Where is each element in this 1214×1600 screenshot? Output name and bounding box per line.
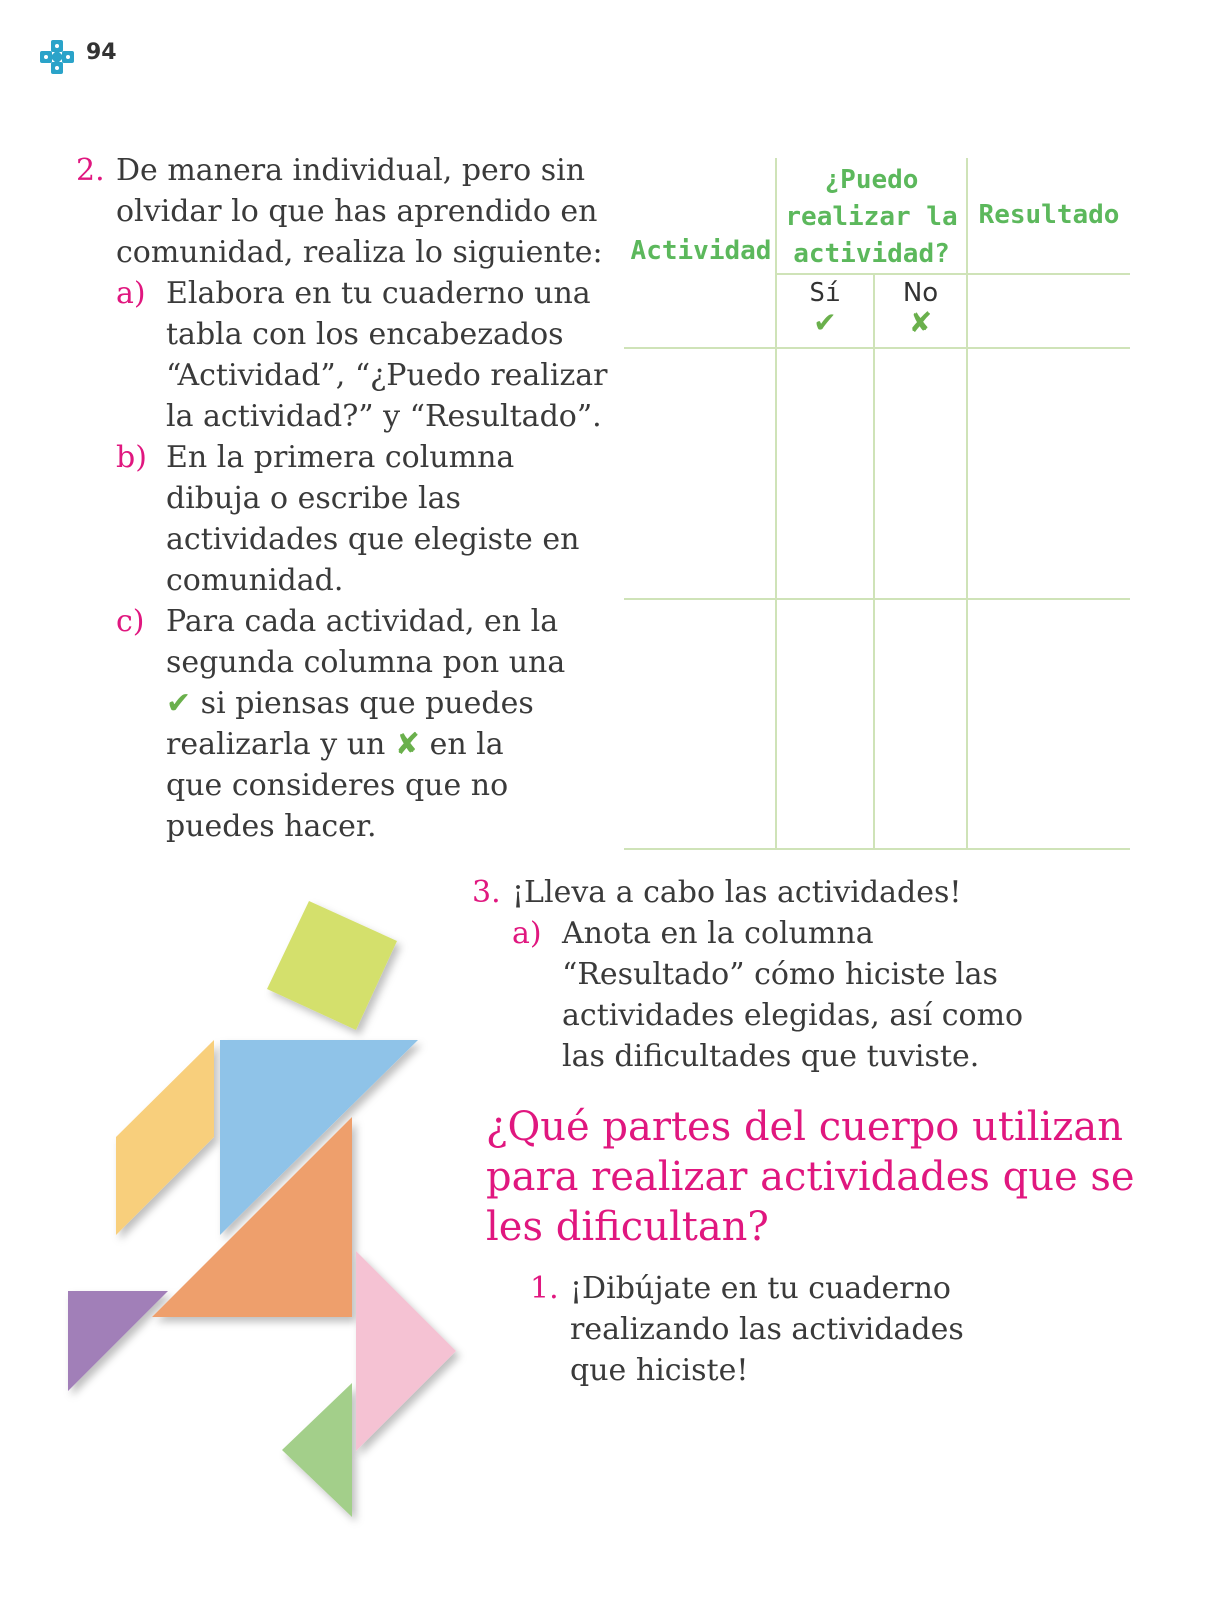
- tangram-peach-parallelogram: [116, 1040, 214, 1235]
- item-line: que hiciste!: [570, 1353, 749, 1388]
- subitem-line: segunda columna pon una: [166, 645, 566, 680]
- subitem-text: realizarla y un: [166, 727, 395, 762]
- header-line: ¿Puedo: [824, 165, 919, 195]
- item-line: realizando las actividades: [570, 1312, 964, 1347]
- si-label: Sí: [809, 278, 841, 308]
- subitem-line: tabla con los encabezados: [166, 317, 564, 352]
- subitem-line: dibuja o escribe las: [166, 481, 461, 516]
- subitem-line: Anota en la columna: [562, 916, 874, 951]
- intro-line: De manera individual, pero sin: [116, 153, 586, 188]
- subitem-line: puedes hacer.: [166, 809, 377, 844]
- heading-line: ¿Qué partes del cuerpo utilizan: [486, 1104, 1123, 1150]
- section-question-heading: [486, 1102, 1135, 1252]
- subitem-text: si piensas que puedes: [191, 686, 534, 721]
- no-label: No: [902, 278, 939, 308]
- subitem-letter: a): [512, 916, 542, 951]
- item-line: ¡Dibújate en tu cuaderno: [570, 1271, 951, 1306]
- cross-icon: ✘: [394, 727, 421, 762]
- subitem-letter: a): [116, 276, 146, 311]
- subitem-line: actividades que elegiste en: [166, 522, 580, 557]
- table-grid-line: [775, 273, 1130, 275]
- subitem-line: Elabora en tu cuaderno una: [166, 276, 591, 311]
- subitem-line: la actividad?” y “Resultado”.: [166, 399, 602, 434]
- table-grid-line: [624, 347, 1130, 349]
- subitem-line: que consideres que no: [166, 768, 509, 803]
- table-grid-line: [624, 848, 1130, 850]
- subitem-text: en la: [420, 727, 504, 762]
- table-grid-line: [966, 158, 968, 850]
- header-line: realizar la: [785, 202, 958, 232]
- page-number: 94: [86, 40, 117, 65]
- tangram-pink-triangle: [356, 1251, 456, 1451]
- check-icon: ✔: [166, 686, 192, 721]
- subitem-letter: c): [116, 604, 145, 639]
- header-line: actividad?: [793, 239, 950, 269]
- intro-line: olvidar lo que has aprendido en: [116, 194, 598, 229]
- subheader-no: [875, 278, 966, 338]
- cross-icon: ✘: [908, 306, 933, 339]
- heading-line: para realizar actividades que se: [486, 1154, 1135, 1200]
- heading-line: les dificultan?: [486, 1204, 769, 1250]
- table-grid-line: [873, 275, 875, 850]
- subheader-si: [777, 278, 873, 338]
- subitem-line: actividades elegidas, así como: [562, 998, 1024, 1033]
- column-header-puedo: [777, 162, 966, 273]
- item-number: 1.: [530, 1271, 559, 1306]
- subitem-line: “Actividad”, “¿Puedo realizar: [166, 358, 608, 393]
- intro-line: comunidad, realiza lo siguiente:: [116, 235, 603, 270]
- column-header-actividad: Actividad: [630, 236, 772, 266]
- subitem-line: Para cada actividad, en la: [166, 604, 559, 639]
- tangram-green-triangle: [282, 1383, 352, 1517]
- tangram-figure-illustration: [0, 880, 470, 1530]
- item-number: 3.: [472, 875, 501, 910]
- subitem-letter: b): [116, 440, 147, 475]
- table-grid-line: [624, 598, 1130, 600]
- column-header-resultado: Resultado: [978, 200, 1120, 230]
- check-icon: ✔: [813, 306, 837, 339]
- subitem-line: “Resultado” cómo hiciste las: [562, 957, 998, 992]
- tangram-yellow-square: [267, 901, 397, 1030]
- subitem-line: las dificultades que tuviste.: [562, 1039, 980, 1074]
- subitem-line: comunidad.: [166, 563, 344, 598]
- tangram-purple-triangle: [68, 1291, 168, 1391]
- item-title: ¡Lleva a cabo las actividades!: [512, 875, 962, 910]
- subitem-line: En la primera columna: [166, 440, 515, 475]
- item-number: 2.: [76, 153, 105, 188]
